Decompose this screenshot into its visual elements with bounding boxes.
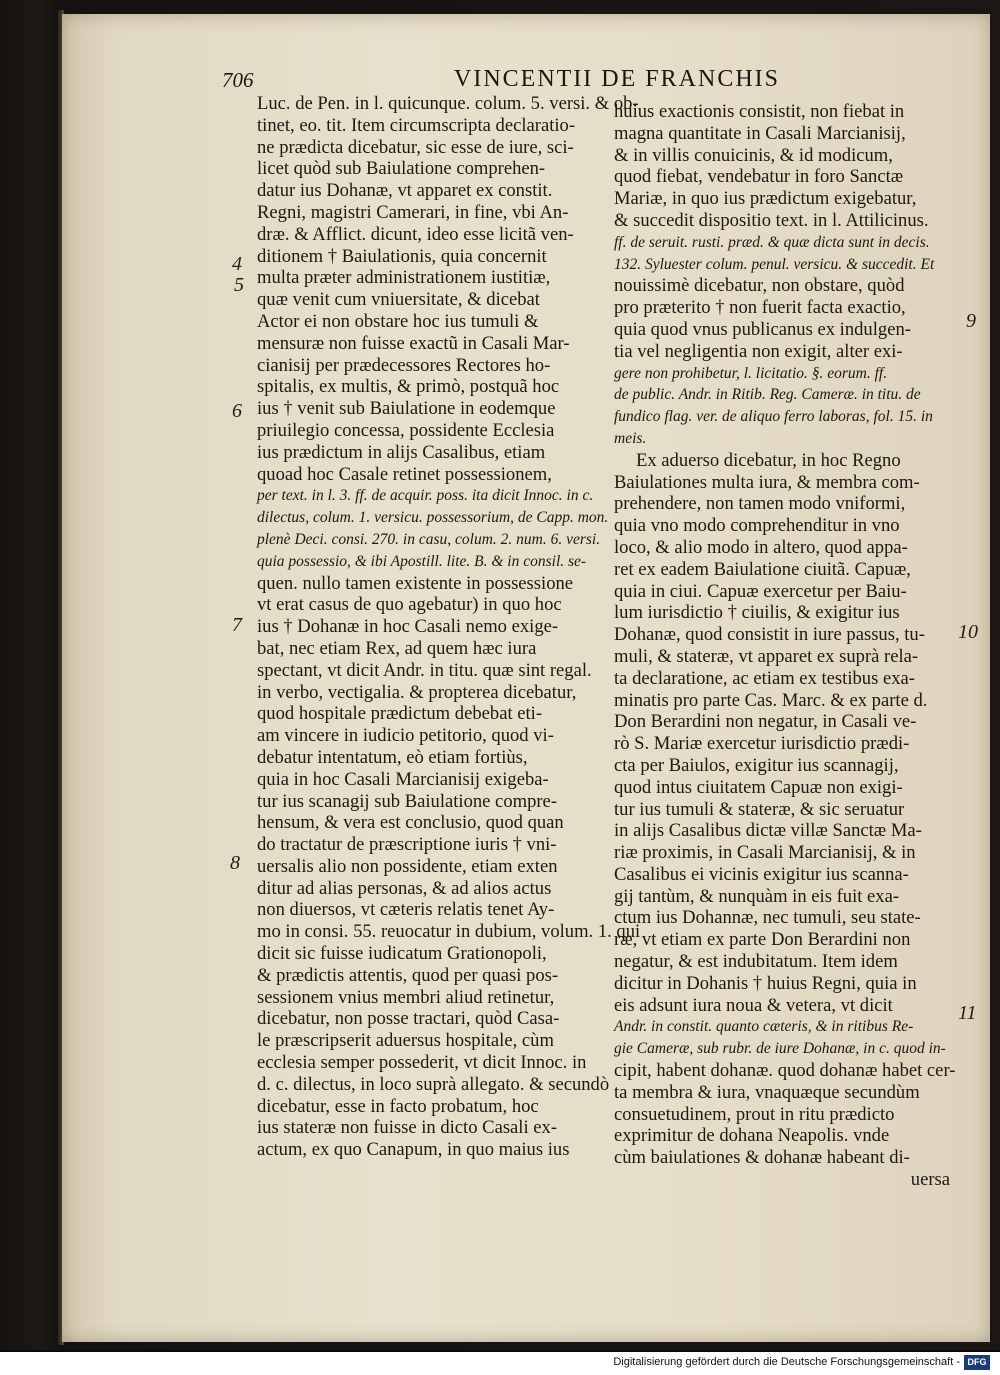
- text-line: licet quòd sub Baiulatione comprehen-: [257, 158, 546, 180]
- margin-number: 5: [234, 274, 244, 296]
- text-line: ctum ius Dohannæ, nec tumuli, seu state-: [614, 907, 921, 929]
- text-line: nouissimè dicebatur, non obstare, quòd: [614, 275, 905, 297]
- text-line: datur ius Dohanæ, vt apparet ex constit.: [257, 180, 553, 202]
- text-line: quia in hoc Casali Marcianisij exigeba-: [257, 768, 549, 790]
- text-line: Don Berardini non negatur, in Casali ve-: [614, 711, 917, 733]
- text-line: pro præterito † non fuerit facta exactio,: [614, 297, 906, 319]
- text-line: quoad hoc Casale retinet possessionem,: [257, 463, 552, 485]
- text-line: huius exactionis consistit, non fiebat in: [614, 101, 905, 122]
- text-line: priuilegio concessa, possidente Ecclesia: [257, 419, 555, 441]
- text-line: quod intus ciuitatem Capuæ non exigi-: [614, 776, 903, 798]
- text-line: am vincere in iudicio petitorio, quod vi-: [257, 725, 554, 747]
- citation-line: quia possessio, & ibi Apostill. lite. B. & in consil. se-: [257, 552, 587, 570]
- text-line: eis adsunt iura noua & vetera, vt dicit: [614, 994, 893, 1016]
- margin-number: 11: [958, 1002, 977, 1024]
- text-line: ret ex eadem Baiulatione ciuitã. Capuæ,: [614, 558, 911, 580]
- margin-number: 7: [232, 614, 242, 636]
- footer-credit: Digitalisierung gefördert durch die Deutsche Forschungsgemeinschaft -: [613, 1356, 960, 1368]
- text-line: do tractatur de præscriptione iuris † vni-: [257, 834, 557, 856]
- text-line: magna quantitate in Casali Marcianisij,: [614, 122, 906, 144]
- text-line: cianisij per prædecessores Rectores ho-: [257, 354, 551, 376]
- page-header: [222, 68, 962, 96]
- text-line: vt erat casus de quo agebatur) in quo hoc: [257, 594, 562, 616]
- citation-line: per text. in l. 3. ff. de acquir. poss. ita dicit Innoc. in c.: [257, 487, 594, 505]
- text-line: spitalis, ex multis, & primò, postquã hoc: [257, 376, 560, 398]
- text-line: Baiulationes multa iura, & membra com-: [614, 471, 920, 493]
- text-line: Casalibus ei vicinis exigitur ius scanna-: [614, 863, 909, 885]
- text-line: Mariæ, in quo ius prædictum exigebatur,: [614, 188, 917, 210]
- text-line: muli, & stateræ, vt apparet ex suprà rela-: [614, 645, 919, 667]
- text-line: dræ. & Afflict. dicunt, ideo esse licitã ven-: [257, 223, 574, 245]
- text-line: Actor ei non obstare hoc ius tumuli &: [257, 310, 539, 332]
- text-line: & prædictis attentis, quod per quasi pos-: [257, 964, 559, 986]
- text-line: tur ius scanagij sub Baiulatione compre-: [257, 790, 558, 812]
- text-line: prehendere, non tamen modo vniformi,: [614, 493, 906, 515]
- text-line: ræ, vt etiam ex parte Don Berardini non: [614, 929, 911, 951]
- text-line: riæ proximis, in Casali Marcianisij, & in: [614, 842, 916, 864]
- text-line: dicebatur, non posse tractari, quòd Casa-: [257, 1008, 560, 1030]
- text-line: debatur intentatum, eò etiam fortiùs,: [257, 746, 528, 768]
- text-line: quen. nullo tamen existente in possessione: [257, 572, 574, 594]
- text-line: dicebatur, esse in facto probatum, hoc: [257, 1095, 539, 1117]
- text-line: dicitur in Dohanis † huius Regni, quia in: [614, 972, 917, 994]
- citation-line: ff. de seruit. rusti. præd. & quæ dicta sunt in decis.: [614, 233, 930, 251]
- text-line: le præscripserit aduersus hospitale, cùm: [257, 1030, 554, 1052]
- text-line: actum, ex quo Canapum, in quo maius ius: [257, 1139, 570, 1161]
- text-line: tur ius tumuli & stateræ, & sic seruatur: [614, 798, 905, 820]
- dfg-logo: DFG: [964, 1355, 990, 1370]
- citation-line: Andr. in constit. quanto cæteris, & in ritibus Re-: [614, 1018, 914, 1036]
- text-line: ne prædicta dicebatur, sic esse de iure, sci-: [257, 136, 574, 158]
- text-line: multa præter administrationem iustitiæ,: [257, 267, 551, 289]
- text-line: dicit sic fuisse iudicatum Grationopoli,: [257, 943, 547, 965]
- text-line: Regni, magistri Camerari, in fine, vbi An-: [257, 201, 569, 223]
- text-line: quod fiebat, vendebatur in foro Sanctæ: [614, 166, 904, 188]
- text-line: tia vel negligentia non exigit, alter exi-: [614, 340, 903, 362]
- citation-line: gere non prohibetur, l. licitatio. §. eorum. ff.: [614, 364, 888, 382]
- margin-number: 8: [230, 852, 240, 874]
- catchword: uersa: [910, 1169, 950, 1191]
- text-line: minatis pro parte Cas. Marc. & ex parte d.: [614, 689, 928, 711]
- citation-line: fundico flag. ver. de aliquo ferro laboras, fol. 15. in: [614, 408, 933, 426]
- text-line: ius stateræ non fuisse in dicto Casali ex-: [257, 1117, 558, 1139]
- text-line: spectant, vt dicit Andr. in titu. quæ sint regal.: [257, 659, 592, 681]
- text-line: gij tantùm, & nunquàm in eis fuit exa-: [614, 885, 900, 907]
- citation-line: dilectus, colum. 1. versicu. possessorium, de Capp. mon.: [257, 509, 609, 527]
- text-line: in alijs Casalibus dictæ villæ Sanctæ Ma-: [614, 820, 922, 842]
- margin-number: 6: [232, 400, 242, 422]
- citation-line: 132. Syluester colum. penul. versicu. & succedit. Et: [614, 255, 935, 273]
- text-line: ius prædictum in alijs Casalibus, etiam: [257, 441, 546, 463]
- margin-number: 4: [232, 253, 242, 275]
- citation-line: plenè Deci. consi. 270. in casu, colum. 2. num. 6. versi.: [257, 530, 601, 548]
- text-line: Luc. de Pen. in l. quicunque. colum. 5. versi. & ob-: [257, 93, 639, 114]
- page-number: 706: [222, 68, 254, 92]
- text-line: cùm baiulationes & dohanæ habeant di-: [614, 1147, 910, 1169]
- text-line: ecclesia semper possederit, vt dicit Innoc. in: [257, 1052, 587, 1074]
- text-line: ius † Dohanæ in hoc Casali nemo exige-: [257, 616, 559, 638]
- right-text-column: [614, 101, 962, 1191]
- text-line: hensum, & vera est conclusio, quod quan: [257, 812, 564, 834]
- text-line: in verbo, vectigalia. & propterea dicebatur,: [257, 681, 577, 703]
- text-line: rò S. Mariæ exercetur iurisdictio prædi-: [614, 733, 910, 755]
- text-line: quia vno modo comprehenditur in vno: [614, 515, 900, 537]
- text-line: ditur ad alias personas, & ad alios actus: [257, 877, 552, 899]
- digitization-footer: [0, 1352, 1000, 1375]
- text-line: consuetudinem, prout in ritu prædicto: [614, 1103, 895, 1125]
- text-line: mo in consi. 55. reuocatur in dubium, volum. 1. qui: [257, 921, 641, 943]
- text-line: d. c. dilectus, in loco suprà allegato. & secundò: [257, 1073, 610, 1095]
- text-line: quia in ciui. Capuæ exercetur per Baiu-: [614, 580, 907, 602]
- text-line: exprimitur de dohana Neapolis. vnde: [614, 1125, 890, 1147]
- text-line: & in villis conuicinis, & id modicum,: [614, 144, 893, 166]
- paragraph-start-line: Ex aduerso dicebatur, in hoc Regno: [636, 449, 901, 471]
- running-head: VINCENTII DE FRANCHIS: [454, 66, 780, 92]
- text-line: ta declaratione, ac etiam ex testibus exa-: [614, 667, 915, 689]
- text-line: ta membra & iura, vnaquæque secundùm: [614, 1081, 920, 1103]
- text-line: negatur, & est indubitatum. Item idem: [614, 951, 898, 973]
- text-line: mensuræ non fuisse exactũ in Casali Mar-: [257, 332, 570, 354]
- text-line: & succedit dispositio text. in l. Attilicinus.: [614, 209, 929, 231]
- margin-number: 9: [966, 310, 976, 332]
- text-line: quæ venit cum vniuersitate, & dicebat: [257, 289, 540, 311]
- text-line: tinet, eo. tit. Item circumscripta declaratio-: [257, 114, 576, 136]
- citation-line: gie Cameræ, sub rubr. de iure Dohanæ, in c. quod in-: [614, 1040, 946, 1058]
- text-line: bat, nec etiam Rex, ad quem hæc iura: [257, 637, 537, 659]
- text-line: quod hospitale prædictum debebat eti-: [257, 703, 543, 725]
- text-line: uersalis alio non possidente, etiam exten: [257, 855, 558, 877]
- text-line: Dohanæ, quod consistit in iure passus, tu-: [614, 624, 925, 646]
- citation-line: de public. Andr. in Ritib. Reg. Cameræ. in titu. de: [614, 386, 921, 404]
- margin-number: 10: [958, 621, 978, 643]
- text-line: cipit, habent dohanæ. quod dohanæ habet cer-: [614, 1060, 956, 1082]
- text-line: loco, & alio modo in altero, quod appa-: [614, 536, 908, 558]
- text-line: ditionem † Baiulationis, quia concernit: [257, 245, 547, 267]
- text-line: sessionem vnius membri aliud retinetur,: [257, 986, 555, 1008]
- citation-line: meis.: [614, 429, 647, 447]
- text-line: lum iurisdictio † ciuilis, & exigitur ius: [614, 602, 900, 624]
- text-line: cta per Baiulos, exigitur ius scannagij,: [614, 754, 899, 776]
- text-line: non diuersos, vt cæteris relatis tenet Ay-: [257, 899, 555, 921]
- text-line: quia quod vnus publicanus ex indulgen-: [614, 318, 911, 340]
- text-line: ius † venit sub Baiulatione in eodemque: [257, 398, 556, 420]
